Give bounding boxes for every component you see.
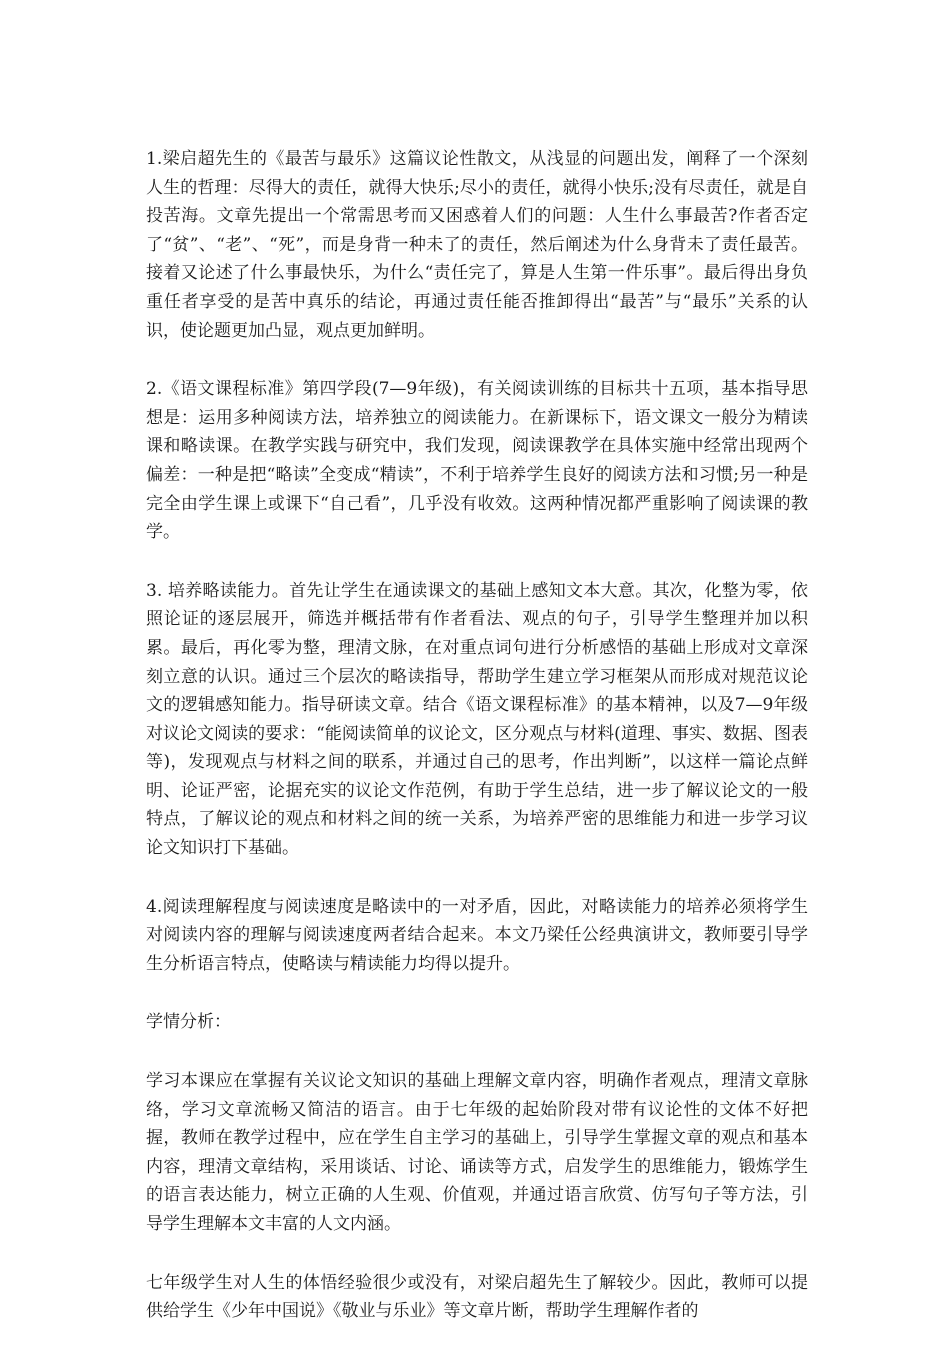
paragraph-6: 七年级学生对人生的体悟经验很少或没有，对梁启超先生了解较少。因此，教师可以提供给学生《少年中国说》《敬业与乐业》等文章片断，帮助学生理解作者的	[146, 1272, 808, 1322]
paragraph-4: 4.阅读理解程度与阅读速度是略读中的一对矛盾，因此，对略读能力的培养必须将学生对阅读内容的理解与阅读速度两者结合起来。本文乃梁任公经典演讲文，教师要引导学生分析语言特点，使略读与精读能力均得以提升。	[146, 896, 808, 974]
paragraph-2: 2.《语文课程标准》第四学段(7—9年级)，有关阅读训练的目标共十五项，基本指导思想是：运用多种阅读方法，培养独立的阅读能力。在新课标下，语文课文一般分为精读课和略读课。在教学实践与研究中，我们发现，阅读课教学在具体实施中经常出现两个偏差：一种是把“略读”全变成“精读”，不利于培养学生良好的阅读方法和习惯;另一种是完全由学生课上或课下“自己看”，几乎没有收效。这两种情况都严重影响了阅读课的教学。	[146, 379, 808, 543]
paragraph-5: 学习本课应在掌握有关议论文知识的基础上理解文章内容，明确作者观点，理清文章脉络，学习文章流畅又简洁的语言。由于七年级的起始阶段对带有议论性的文体不好把握，教师在教学过程中，应在学生自主学习的基础上，引导学生掌握文章的观点和基本内容，理清文章结构，采用谈话、讨论、诵读等方式，启发学生的思维能力，锻炼学生的语言表达能力，树立正确的人生观、价值观，并通过语言欣赏、仿写句子等方法，引导学生理解本文丰富的人文内涵。	[146, 1071, 808, 1234]
section-heading-student-analysis: 学情分析：	[146, 1012, 231, 1033]
paragraph-3: 3. 培养略读能力。首先让学生在通读课文的基础上感知文本大意。其次，化整为零，依照论证的逐层展开，筛选并概括带有作者看法、观点的句子，引导学生整理并加以积累。最后，再化零为整，理清文脉，在对重点词句进行分析感悟的基础上形成对文章深刻立意的认识。通过三个层次的略读指导，帮助学生建立学习框架从而形成对规范议论文的逻辑感知能力。指导研读文章。结合《语文课程标准》的基本精神，以及7—9年级对议论文阅读的要求：“能阅读简单的议论文，区分观点与材料(道理、事实、数据、图表等)，发现观点与材料之间的联系，并通过自己的思考，作出判断”，以这样一篇论点鲜明、论证严密，论据充实的议论文作范例，有助于学生总结，进一步了解议论文的一般特点，了解议论的观点和材料之间的统一关系，为培养严密的思维能力和进一步学习议论文知识打下基础。	[146, 580, 808, 859]
document-page	[146, 145, 808, 1356]
paragraph-1: 1.梁启超先生的《最苦与最乐》这篇议论性散文，从浅显的问题出发，阐释了一个深刻人生的哲理：尽得大的责任，就得大快乐;尽小的责任，就得小快乐;没有尽责任，就是自投苦海。文章先提出一个常需思考而又困惑着人们的问题：人生什么事最苦?作者否定了“贫”、“老”、“死”，而是身背一种未了的责任，然后阐述为什么身背未了责任最苦。接着又论述了什么事最快乐，为什么“责任完了，算是人生第一件乐事”。最后得出身负重任者享受的是苦中真乐的结论，再通过责任能否推卸得出“最苦”与“最乐”关系的认识，使论题更加凸显，观点更加鲜明。	[146, 149, 808, 341]
